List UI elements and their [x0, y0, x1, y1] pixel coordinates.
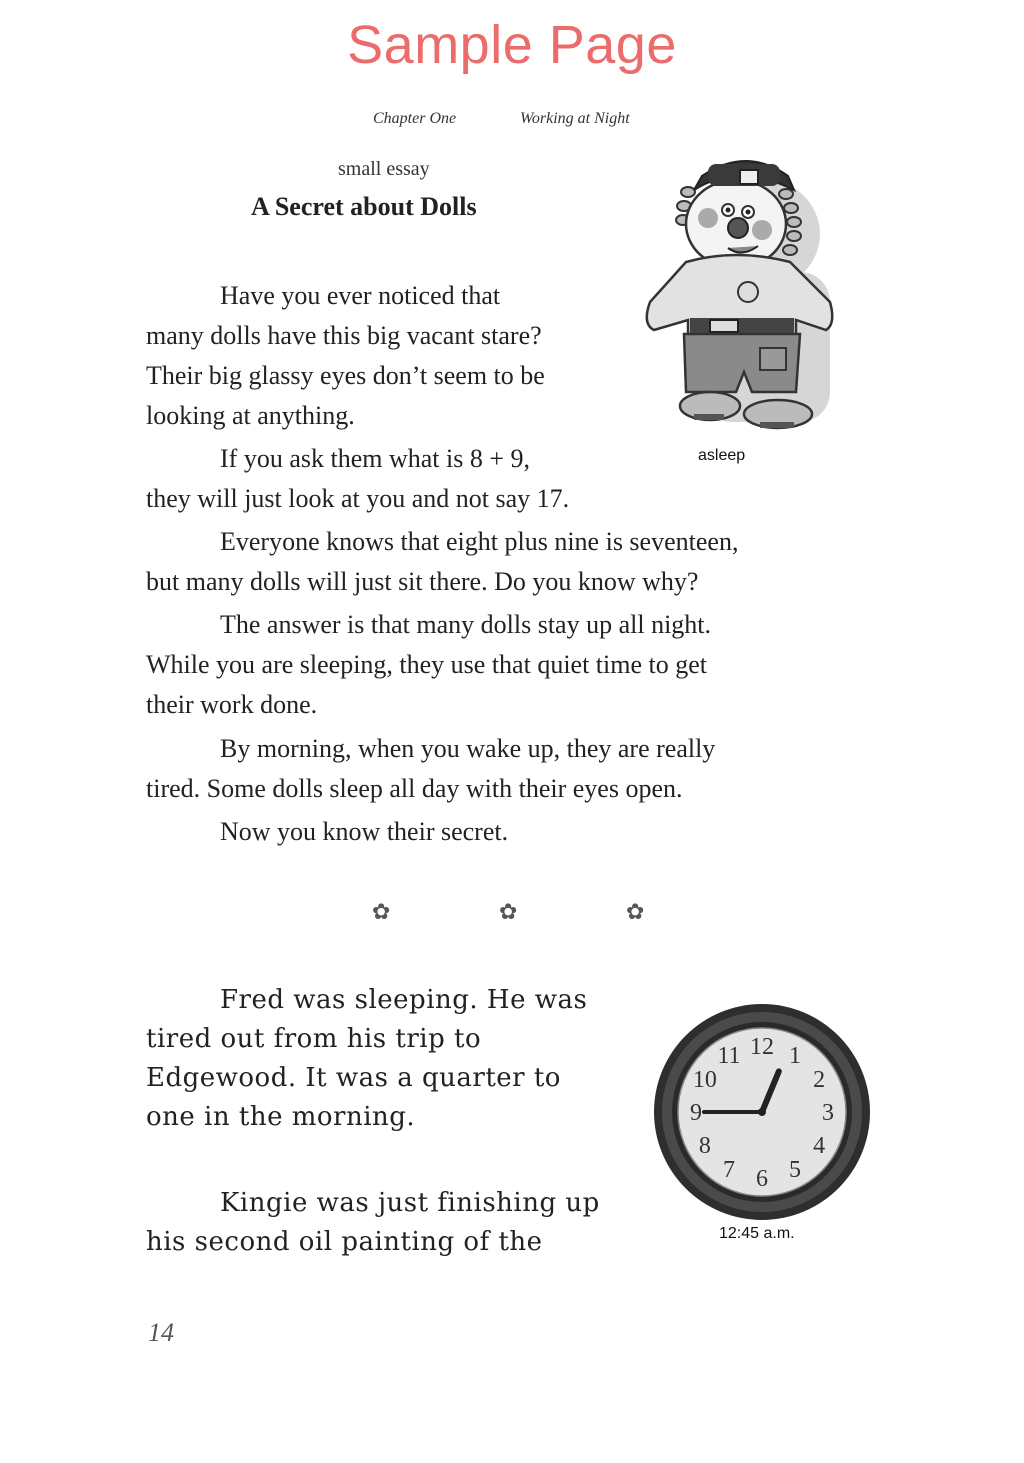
essay-title: A Secret about Dolls — [251, 192, 477, 221]
running-head-chapter: Chapter One — [373, 110, 457, 127]
running-head-title: Working at Night — [520, 110, 630, 127]
line: While you are sleeping, they use that quiet time to get — [146, 650, 708, 679]
clock-numeral: 10 — [692, 1067, 717, 1093]
line: If you ask them what is 8 + 9, — [220, 444, 531, 473]
line: Everyone knows that eight plus nine is seventeen, — [220, 527, 739, 556]
doll-caption: asleep — [698, 447, 746, 464]
story-paragraph-2 — [146, 1184, 600, 1262]
clock-numeral: 3 — [822, 1100, 834, 1126]
clock-numeral: 8 — [698, 1133, 711, 1159]
line: their work done. — [146, 690, 318, 719]
clock-numeral: 11 — [717, 1042, 741, 1069]
page-number: 14 — [148, 1318, 174, 1347]
line: By morning, when you wake up, they are really — [220, 734, 716, 763]
sample-page-watermark: Sample Page — [347, 15, 677, 75]
clock-numeral: 4 — [813, 1133, 826, 1159]
essay-paragraph-6 — [146, 812, 508, 852]
clock-numeral: 9 — [690, 1100, 702, 1126]
line: but many dolls will just sit there. Do you know why? — [146, 567, 699, 596]
clock-numeral: 2 — [813, 1067, 826, 1093]
clock-numeral: 1 — [789, 1042, 801, 1069]
clock-numeral: 12 — [750, 1034, 774, 1060]
line: they will just look at you and not say 17. — [146, 484, 570, 513]
flower-ornament-icon: ✿ — [626, 900, 645, 925]
line: looking at anything. — [146, 401, 355, 430]
flower-ornament-icon: ✿ — [499, 900, 518, 925]
line: Edgewood. It was a quarter to — [146, 1063, 561, 1093]
story-paragraph-1 — [146, 981, 587, 1137]
line: Kingie was just finishing up — [220, 1188, 600, 1218]
essay-paragraph-2 — [146, 439, 569, 519]
line: Now you know their secret. — [220, 817, 509, 846]
line: his second oil painting of the — [146, 1227, 543, 1257]
line: tired. Some dolls sleep all day with their eyes open. — [146, 774, 683, 803]
essay-label: small essay — [338, 158, 430, 180]
essay-paragraph-3 — [146, 522, 738, 602]
line: Have you ever noticed that — [220, 281, 501, 310]
wall-clock-illustration — [652, 1002, 872, 1222]
essay-paragraph-1 — [146, 276, 545, 436]
line: tired out from his trip to — [146, 1024, 482, 1054]
doll-illustration — [636, 152, 862, 444]
clock-numeral: 6 — [756, 1166, 768, 1192]
line: many dolls have this big vacant stare? — [146, 321, 542, 350]
clock-caption: 12:45 a.m. — [719, 1225, 795, 1242]
essay-paragraph-5 — [146, 729, 715, 809]
clock-numeral: 7 — [723, 1157, 735, 1184]
line: Their big glassy eyes don’t seem to be — [146, 361, 545, 390]
flower-ornament-icon: ✿ — [372, 900, 391, 925]
clock-numeral: 5 — [789, 1157, 801, 1184]
line: one in the morning. — [146, 1102, 416, 1132]
essay-paragraph-4 — [146, 605, 711, 725]
line: Fred was sleeping. He was — [220, 985, 588, 1015]
line: The answer is that many dolls stay up all night. — [220, 610, 712, 639]
